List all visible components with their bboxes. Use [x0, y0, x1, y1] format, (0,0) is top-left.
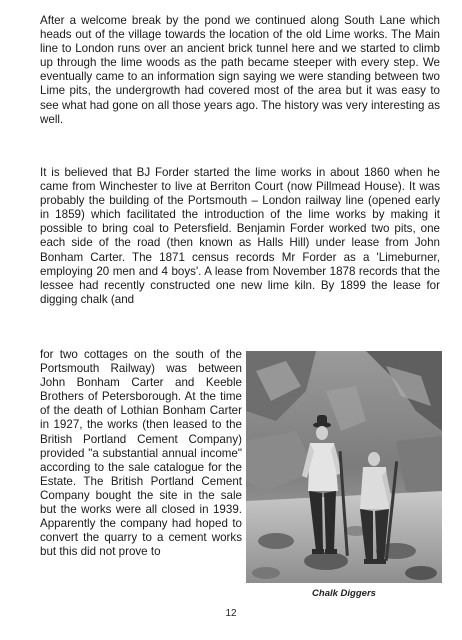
paragraph-south-lane: After a welcome break by the pond we continued along South Lane which heads out of the village towards the location of the old Lime works. The Main line to London runs over an ancient brick tunnel here and we started to climb up through the lime woods as the path became steeper with every step. We eventually came to an information sign saying we were standing between two Lime pits, the undergrowth had covered most of the area but it was easy to see what had gone on all those years ago. The history was very interesting as well.: [40, 14, 440, 126]
page-number: 12: [225, 608, 237, 619]
paragraph-cement-company: for two cottages on the south of the Portsmouth Railway) was between John Bonham Carter and Keeble Brothers of Petersborough. At the time of the death of Lothian Bonham Carter in 1927, the works (then leased to the British Portland Cement Company) provided "a substantial annual income" according to the sale catalogue for the Estate. The British Portland Cement Company bought the site in the sale but the works were all closed in 1939. Apparently the company had hoped to convert the quarry to a cement works but this did not prove to: [40, 348, 242, 559]
chalk-diggers-photo: [246, 351, 442, 583]
paragraph-lime-works-history: It is believed that BJ Forder started the lime works in about 1860 when he came from Winchester to live at Berriton Court (now Pillmead House). It was probably the building of the Portsmouth – London railway line (opened early in 1859) which facilitated the introduction of the lime works by making it possible to bring coal to Petersfield. Benjamin Forder worked two pits, one each side of the road (then known as Halls Hill) under lease from John Bonham Carter. The 1871 census records Mr Forder as a 'Limeburner, employing 20 men and 4 boys'. A lease from November 1878 records that the lessee had recently constructed one new lime kiln. By 1899 the lease for digging chalk (and: [40, 166, 440, 306]
figure-caption: Chalk Diggers: [312, 588, 376, 599]
